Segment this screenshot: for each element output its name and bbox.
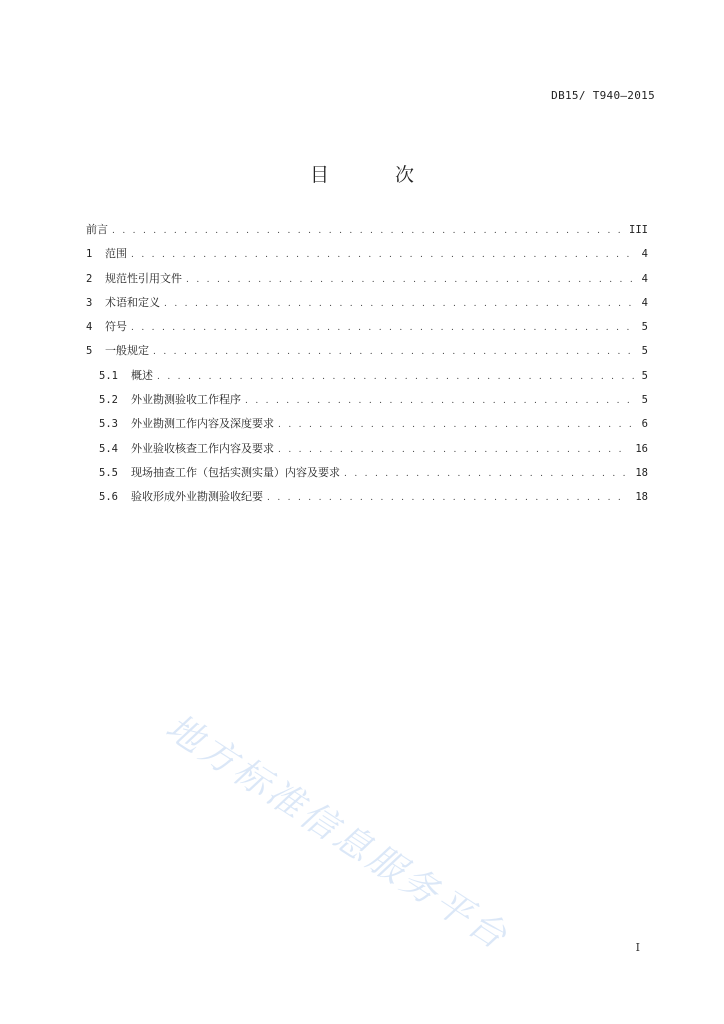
toc-leader [186,268,636,292]
page-title: 目 次 [309,164,445,186]
doc-code: DB15/ T940—2015 [551,89,655,102]
toc-leader [164,292,636,316]
toc-entry-2[interactable] [86,267,648,291]
toc-entry-5-5[interactable] [86,461,648,485]
toc-entry-foreword[interactable] [86,218,648,242]
toc-page: 18 [635,491,648,504]
toc-page: 5 [641,369,648,382]
toc-page: 4 [641,296,648,309]
toc-number: 5.6 [99,491,118,504]
toc-number: 5.1 [99,369,118,382]
toc-entry-1[interactable] [86,242,648,266]
toc-label: 概述 [131,368,153,382]
toc-label: 验收形成外业勘测验收纪要 [131,490,263,504]
toc-label: 前言 [86,223,108,236]
toc-page: III [629,224,648,236]
toc-page: 6 [641,418,648,431]
toc-leader [278,438,629,462]
toc-page: 5 [641,394,648,407]
toc-entry-5[interactable] [86,339,648,363]
toc-entry-3[interactable] [86,291,648,315]
toc-leader [278,413,636,437]
toc-entry-5-6[interactable] [86,485,648,509]
toc-entry-5-1[interactable] [86,364,648,388]
toc-number: 5.5 [99,466,118,479]
toc-label: 现场抽查工作（包括实测实量）内容及要求 [131,465,340,479]
toc-page: 4 [641,272,648,285]
toc-number: 5.3 [99,418,118,431]
toc-leader [157,365,636,389]
toc-number: 5 [86,345,93,358]
toc-leader [112,219,623,243]
page-number: I [635,941,640,954]
toc-label: 符号 [105,320,127,334]
toc-entry-5-3[interactable] [86,412,648,436]
toc-label: 外业勘测工作内容及深度要求 [131,417,274,431]
toc-leader [245,389,636,413]
toc-label: 外业验收核查工作内容及要求 [131,441,274,455]
toc-page: 5 [641,321,648,334]
toc-leader [131,243,636,267]
toc-leader [344,462,629,486]
toc-label: 一般规定 [105,344,149,358]
toc-entry-5-2[interactable] [86,388,648,412]
toc-label: 外业勘测验收工作程序 [131,393,241,407]
toc-number: 5.4 [99,442,118,455]
toc-page: 4 [641,248,648,261]
toc-leader [267,486,629,510]
toc-label: 范围 [105,247,127,261]
toc-number: 2 [86,272,93,285]
toc-label: 规范性引用文件 [105,271,182,285]
toc-page: 18 [635,466,648,479]
toc-entry-4[interactable] [86,315,648,339]
toc-leader [153,340,636,364]
table-of-contents [86,218,648,510]
toc-number: 1 [86,248,93,261]
toc-entry-5-4[interactable] [86,437,648,461]
toc-number: 4 [86,321,93,334]
toc-number: 3 [86,296,93,309]
toc-page: 16 [635,442,648,455]
toc-page: 5 [641,345,648,358]
toc-label: 术语和定义 [105,295,160,309]
toc-number: 5.2 [99,394,118,407]
toc-leader [131,316,636,340]
watermark: 地方标准信息服务平台 [158,706,517,959]
